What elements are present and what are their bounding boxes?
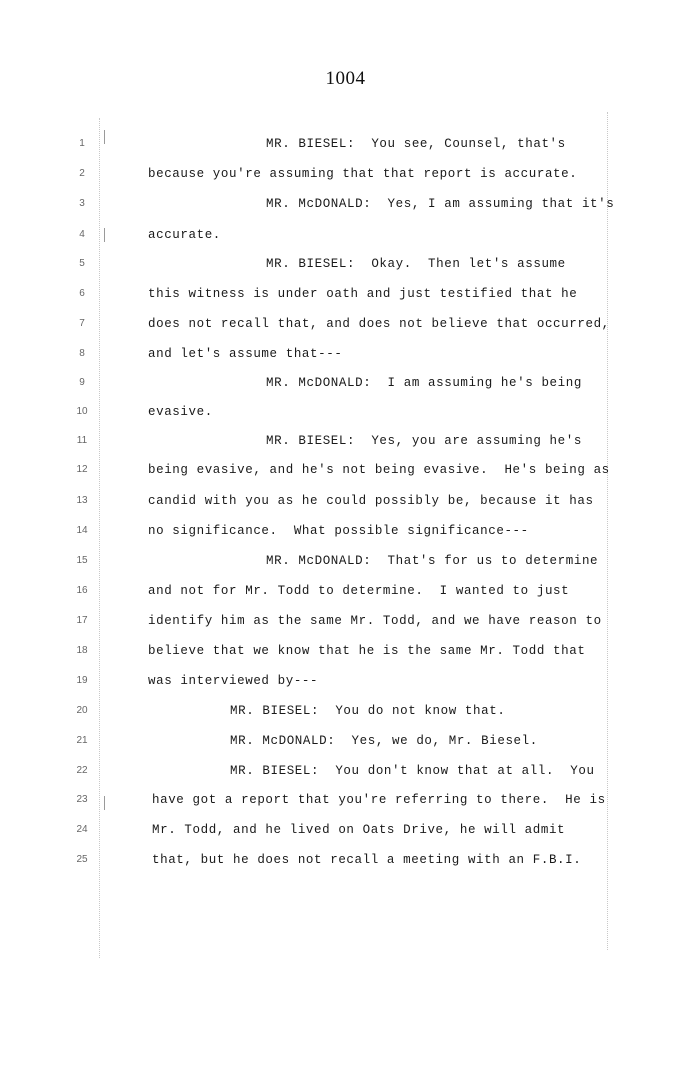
transcript-line: [0, 584, 691, 614]
line-number: 20: [76, 705, 88, 716]
transcript-line: [0, 734, 691, 764]
transcript-line: [0, 764, 691, 794]
transcript-line: [0, 347, 691, 377]
line-text: this witness is under oath and just testified that he: [148, 287, 578, 301]
line-text: MR. BIESEL: You don't know that at all. You: [230, 764, 595, 778]
transcript-line: [0, 704, 691, 734]
line-text: that, but he does not recall a meeting with an F.B.I.: [152, 853, 582, 867]
line-text: MR. BIESEL: You see, Counsel, that's: [266, 137, 566, 151]
line-text: MR. McDONALD: Yes, we do, Mr. Biesel.: [230, 734, 538, 748]
transcript-line: [0, 644, 691, 674]
line-number: 3: [79, 198, 85, 209]
line-text: candid with you as he could possibly be, because it has: [148, 494, 594, 508]
line-number: 22: [76, 765, 88, 776]
transcript-line: [0, 823, 691, 853]
transcript-line: [0, 137, 691, 167]
line-text: because you're assuming that that report is accurate.: [148, 167, 578, 181]
transcript-line: [0, 674, 691, 704]
line-text: being evasive, and he's not being evasive. He's being as: [148, 463, 610, 477]
line-number: 8: [79, 348, 85, 359]
line-number: 23: [76, 794, 88, 805]
line-number: 15: [76, 555, 88, 566]
line-number: 6: [79, 288, 85, 299]
transcript-line: [0, 554, 691, 584]
line-text: MR. BIESEL: Okay. Then let's assume: [266, 257, 566, 271]
transcript-line: [0, 405, 691, 435]
line-text: MR. BIESEL: You do not know that.: [230, 704, 506, 718]
transcript-line: [0, 197, 691, 227]
line-number: 9: [79, 377, 85, 388]
line-number: 12: [76, 464, 88, 475]
line-number: 17: [76, 615, 88, 626]
line-text: MR. McDONALD: I am assuming he's being: [266, 376, 582, 390]
transcript-line: [0, 167, 691, 197]
line-number: 14: [76, 525, 88, 536]
line-text: MR. McDONALD: Yes, I am assuming that it's: [266, 197, 615, 211]
line-number: 24: [76, 824, 88, 835]
line-number: 18: [76, 645, 88, 656]
line-number: 13: [76, 495, 88, 506]
line-number: 4: [79, 229, 85, 240]
line-text: no significance. What possible significance---: [148, 524, 529, 538]
line-number: 10: [76, 406, 88, 417]
transcript-line: [0, 434, 691, 464]
line-number: 25: [76, 854, 88, 865]
transcript-line: [0, 614, 691, 644]
line-text: MR. McDONALD: That's for us to determine: [266, 554, 599, 568]
line-text: and not for Mr. Todd to determine. I wanted to just: [148, 584, 570, 598]
transcript-line: [0, 524, 691, 554]
line-number: 7: [79, 318, 85, 329]
line-text: believe that we know that he is the same Mr. Todd that: [148, 644, 586, 658]
line-text: evasive.: [148, 405, 213, 419]
transcript-line: [0, 376, 691, 406]
transcript-line: [0, 317, 691, 347]
line-number: 5: [79, 258, 85, 269]
line-number: 21: [76, 735, 88, 746]
line-text: does not recall that, and does not believe that occurred,: [148, 317, 610, 331]
line-text: accurate.: [148, 228, 221, 242]
transcript-line: [0, 287, 691, 317]
line-text: Mr. Todd, and he lived on Oats Drive, he will admit: [152, 823, 566, 837]
transcript-line: [0, 853, 691, 883]
transcript-line: [0, 463, 691, 493]
line-text: MR. BIESEL: Yes, you are assuming he's: [266, 434, 582, 448]
line-text: have got a report that you're referring to there. He is: [152, 793, 606, 807]
line-text: was interviewed by---: [148, 674, 319, 688]
line-number: 2: [79, 168, 85, 179]
transcript-line: [0, 494, 691, 524]
transcript-line: [0, 793, 691, 823]
line-number: 16: [76, 585, 88, 596]
line-text: and let's assume that---: [148, 347, 343, 361]
page-number: 1004: [325, 68, 366, 89]
transcript-line: [0, 257, 691, 287]
line-text: identify him as the same Mr. Todd, and we have reason to: [148, 614, 602, 628]
line-number: 11: [76, 435, 88, 446]
line-number: 19: [76, 675, 88, 686]
transcript-line: [0, 228, 691, 258]
line-number: 1: [79, 138, 85, 149]
